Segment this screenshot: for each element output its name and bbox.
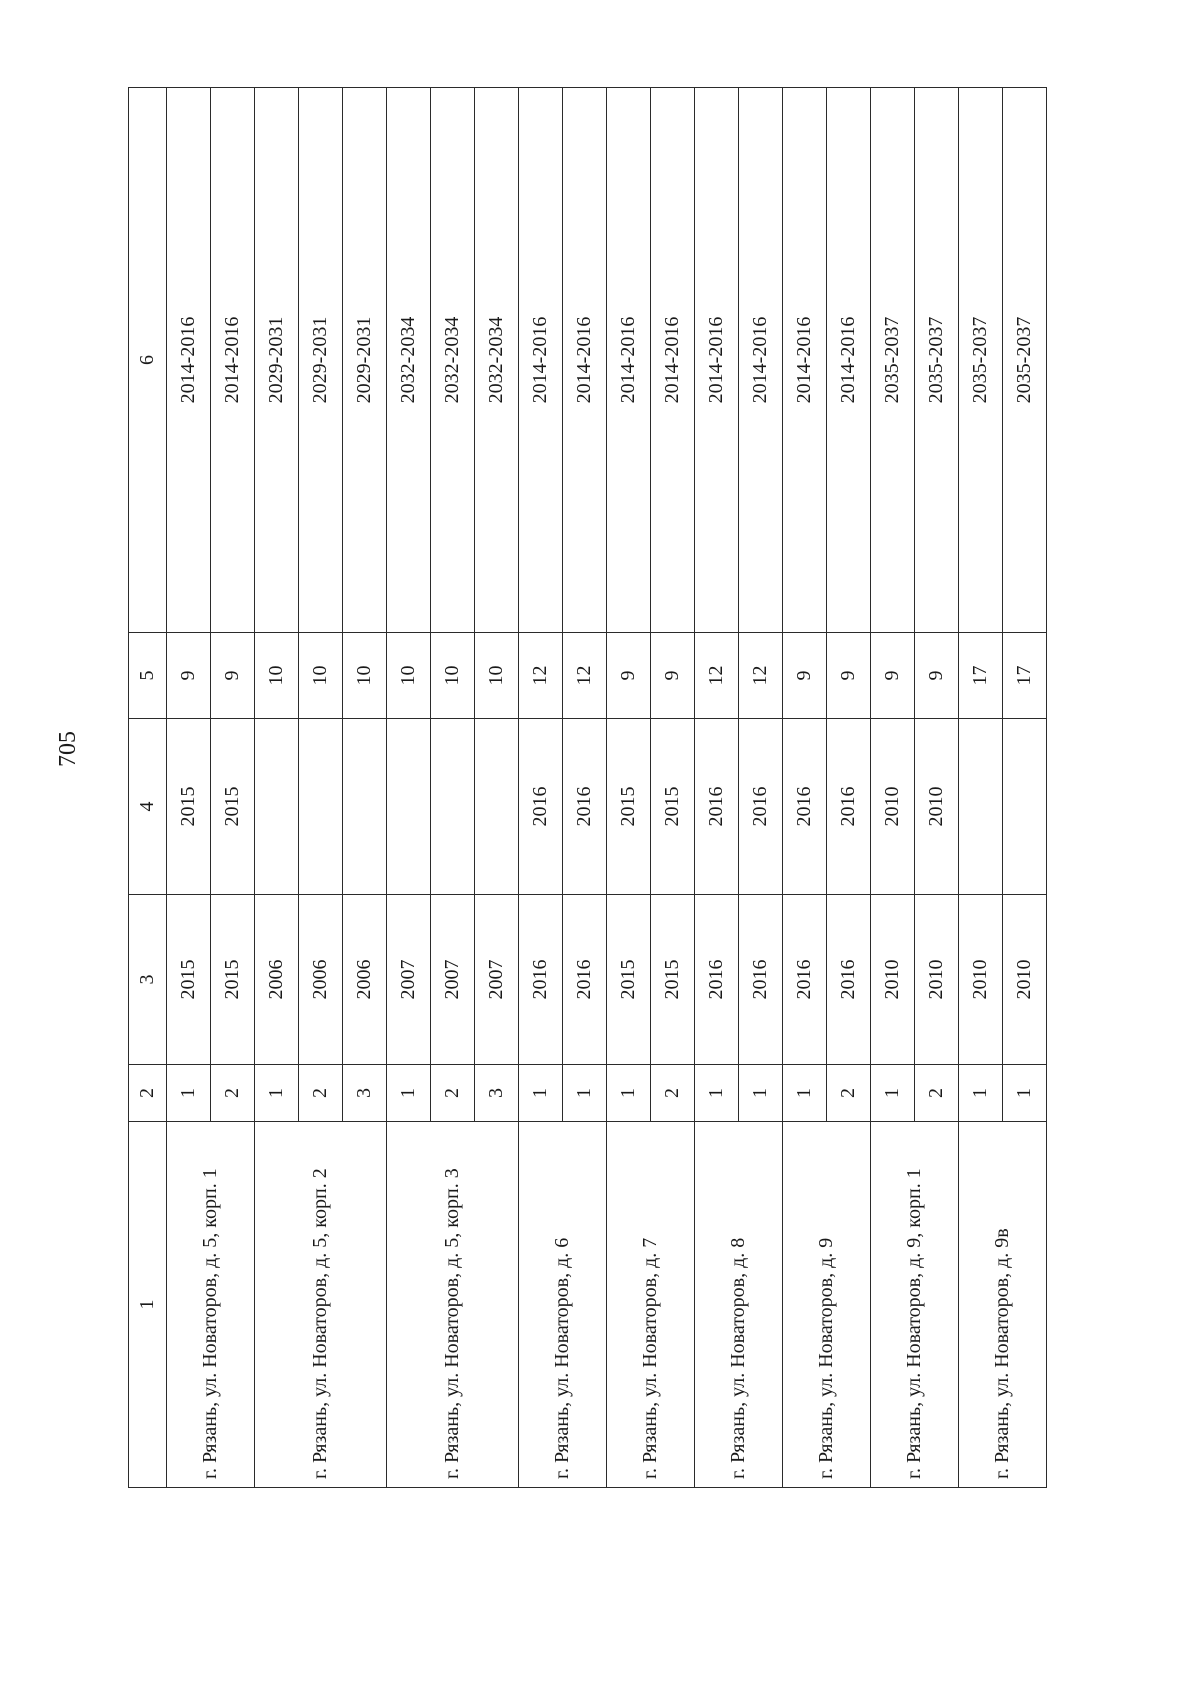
table-cell: 2015 <box>167 719 211 895</box>
table-cell: 2035-2037 <box>871 88 915 633</box>
table-row <box>387 88 431 1488</box>
table-cell: 1 <box>783 1065 827 1122</box>
table-cell: 2014-2016 <box>563 88 607 633</box>
table-cell <box>1003 719 1047 895</box>
table-cell: 9 <box>783 633 827 719</box>
header-row <box>129 88 167 1488</box>
table-cell: 12 <box>695 633 739 719</box>
table-row <box>607 88 651 1488</box>
table-cell <box>959 719 1003 895</box>
table-cell <box>475 719 519 895</box>
table-cell: 1 <box>255 1065 299 1122</box>
column-header: 4 <box>129 719 167 895</box>
table-cell: 10 <box>255 633 299 719</box>
table-body <box>129 88 1047 1488</box>
table-cell: 2035-2037 <box>915 88 959 633</box>
table-cell: 2015 <box>607 719 651 895</box>
address-cell: г. Рязань, ул. Новаторов, д. 5, корп. 2 <box>255 1122 387 1488</box>
table-cell: 2 <box>651 1065 695 1122</box>
address-cell: г. Рязань, ул. Новаторов, д. 5, корп. 1 <box>167 1122 255 1488</box>
table-cell: 12 <box>563 633 607 719</box>
table-cell: 3 <box>475 1065 519 1122</box>
table-cell: 2010 <box>959 895 1003 1065</box>
address-cell: г. Рязань, ул. Новаторов, д. 9 <box>783 1122 871 1488</box>
table-cell: 2007 <box>431 895 475 1065</box>
table-row <box>959 88 1003 1488</box>
column-header: 2 <box>129 1065 167 1122</box>
table-cell: 2016 <box>739 719 783 895</box>
table-cell: 2 <box>915 1065 959 1122</box>
table-cell: 1 <box>607 1065 651 1122</box>
table-cell <box>343 719 387 895</box>
table-cell: 3 <box>343 1065 387 1122</box>
address-cell: г. Рязань, ул. Новаторов, д. 9, корп. 1 <box>871 1122 959 1488</box>
table-cell: 2 <box>299 1065 343 1122</box>
table-cell: 2032-2034 <box>475 88 519 633</box>
table-cell: 12 <box>739 633 783 719</box>
table-cell: 2014-2016 <box>651 88 695 633</box>
table-cell: 2014-2016 <box>739 88 783 633</box>
table-cell: 2016 <box>563 895 607 1065</box>
table-cell: 2010 <box>915 895 959 1065</box>
table-cell: 2006 <box>255 895 299 1065</box>
data-table <box>128 87 1047 1488</box>
table-cell: 2016 <box>783 719 827 895</box>
table-cell: 2014-2016 <box>519 88 563 633</box>
table-row <box>255 88 299 1488</box>
address-cell: г. Рязань, ул. Новаторов, д. 8 <box>695 1122 783 1488</box>
table-cell: 2035-2037 <box>959 88 1003 633</box>
table-cell: 12 <box>519 633 563 719</box>
page-number: 705 <box>55 731 81 767</box>
table-cell: 17 <box>959 633 1003 719</box>
table-cell: 1 <box>1003 1065 1047 1122</box>
table-cell: 10 <box>475 633 519 719</box>
table-cell: 10 <box>343 633 387 719</box>
table-cell: 2032-2034 <box>431 88 475 633</box>
table-cell: 2010 <box>871 895 915 1065</box>
table-cell: 10 <box>299 633 343 719</box>
table-cell: 1 <box>167 1065 211 1122</box>
table-cell: 9 <box>871 633 915 719</box>
table-cell: 2014-2016 <box>167 88 211 633</box>
table-cell: 9 <box>167 633 211 719</box>
table-cell: 9 <box>651 633 695 719</box>
table-cell: 2006 <box>299 895 343 1065</box>
address-cell: г. Рязань, ул. Новаторов, д. 7 <box>607 1122 695 1488</box>
table-cell: 10 <box>431 633 475 719</box>
table-cell: 2015 <box>211 719 255 895</box>
table-cell: 1 <box>959 1065 1003 1122</box>
column-header: 6 <box>129 88 167 633</box>
table-cell <box>255 719 299 895</box>
table-cell: 1 <box>739 1065 783 1122</box>
table-cell: 2010 <box>1003 895 1047 1065</box>
table-cell: 2014-2016 <box>607 88 651 633</box>
table-cell: 1 <box>871 1065 915 1122</box>
table-cell: 2015 <box>167 895 211 1065</box>
table-cell: 2015 <box>651 719 695 895</box>
table-cell: 2006 <box>343 895 387 1065</box>
table-cell: 2 <box>827 1065 871 1122</box>
table-cell: 2016 <box>827 719 871 895</box>
table-row <box>871 88 915 1488</box>
table-cell: 2016 <box>519 719 563 895</box>
address-cell: г. Рязань, ул. Новаторов, д. 5, корп. 3 <box>387 1122 519 1488</box>
table-cell: 2029-2031 <box>299 88 343 633</box>
table-row <box>695 88 739 1488</box>
table-cell: 2015 <box>607 895 651 1065</box>
table-cell <box>387 719 431 895</box>
table-cell: 1 <box>519 1065 563 1122</box>
table-cell: 2035-2037 <box>1003 88 1047 633</box>
table-cell: 1 <box>695 1065 739 1122</box>
table-cell: 2016 <box>519 895 563 1065</box>
table-cell: 2016 <box>695 719 739 895</box>
column-header: 5 <box>129 633 167 719</box>
table-cell: 2015 <box>651 895 695 1065</box>
address-cell: г. Рязань, ул. Новаторов, д. 6 <box>519 1122 607 1488</box>
table-cell: 2010 <box>915 719 959 895</box>
table-cell: 2014-2016 <box>827 88 871 633</box>
table-cell: 9 <box>827 633 871 719</box>
table-cell: 2010 <box>871 719 915 895</box>
table-cell: 2014-2016 <box>695 88 739 633</box>
table-cell: 2029-2031 <box>343 88 387 633</box>
table-cell: 2016 <box>739 895 783 1065</box>
table-cell: 2 <box>211 1065 255 1122</box>
table-cell: 9 <box>211 633 255 719</box>
table-cell: 10 <box>387 633 431 719</box>
table-cell: 1 <box>387 1065 431 1122</box>
column-header: 1 <box>129 1122 167 1488</box>
table-cell: 2029-2031 <box>255 88 299 633</box>
table-row <box>519 88 563 1488</box>
table-cell: 2016 <box>783 895 827 1065</box>
table-cell: 2016 <box>695 895 739 1065</box>
table-cell: 2007 <box>475 895 519 1065</box>
column-header: 3 <box>129 895 167 1065</box>
table-cell: 17 <box>1003 633 1047 719</box>
table-cell: 2016 <box>563 719 607 895</box>
address-cell: г. Рязань, ул. Новаторов, д. 9в <box>959 1122 1047 1488</box>
table-cell <box>299 719 343 895</box>
rotated-page-content <box>128 88 1068 1488</box>
table-row <box>783 88 827 1488</box>
table-cell: 2007 <box>387 895 431 1065</box>
table-cell: 2015 <box>211 895 255 1065</box>
table-cell: 2014-2016 <box>783 88 827 633</box>
table-cell: 2014-2016 <box>211 88 255 633</box>
table-cell: 1 <box>563 1065 607 1122</box>
table-cell: 2016 <box>827 895 871 1065</box>
table-row <box>167 88 211 1488</box>
table-cell: 9 <box>607 633 651 719</box>
table-cell: 9 <box>915 633 959 719</box>
table-cell: 2032-2034 <box>387 88 431 633</box>
table-cell: 2 <box>431 1065 475 1122</box>
table-cell <box>431 719 475 895</box>
